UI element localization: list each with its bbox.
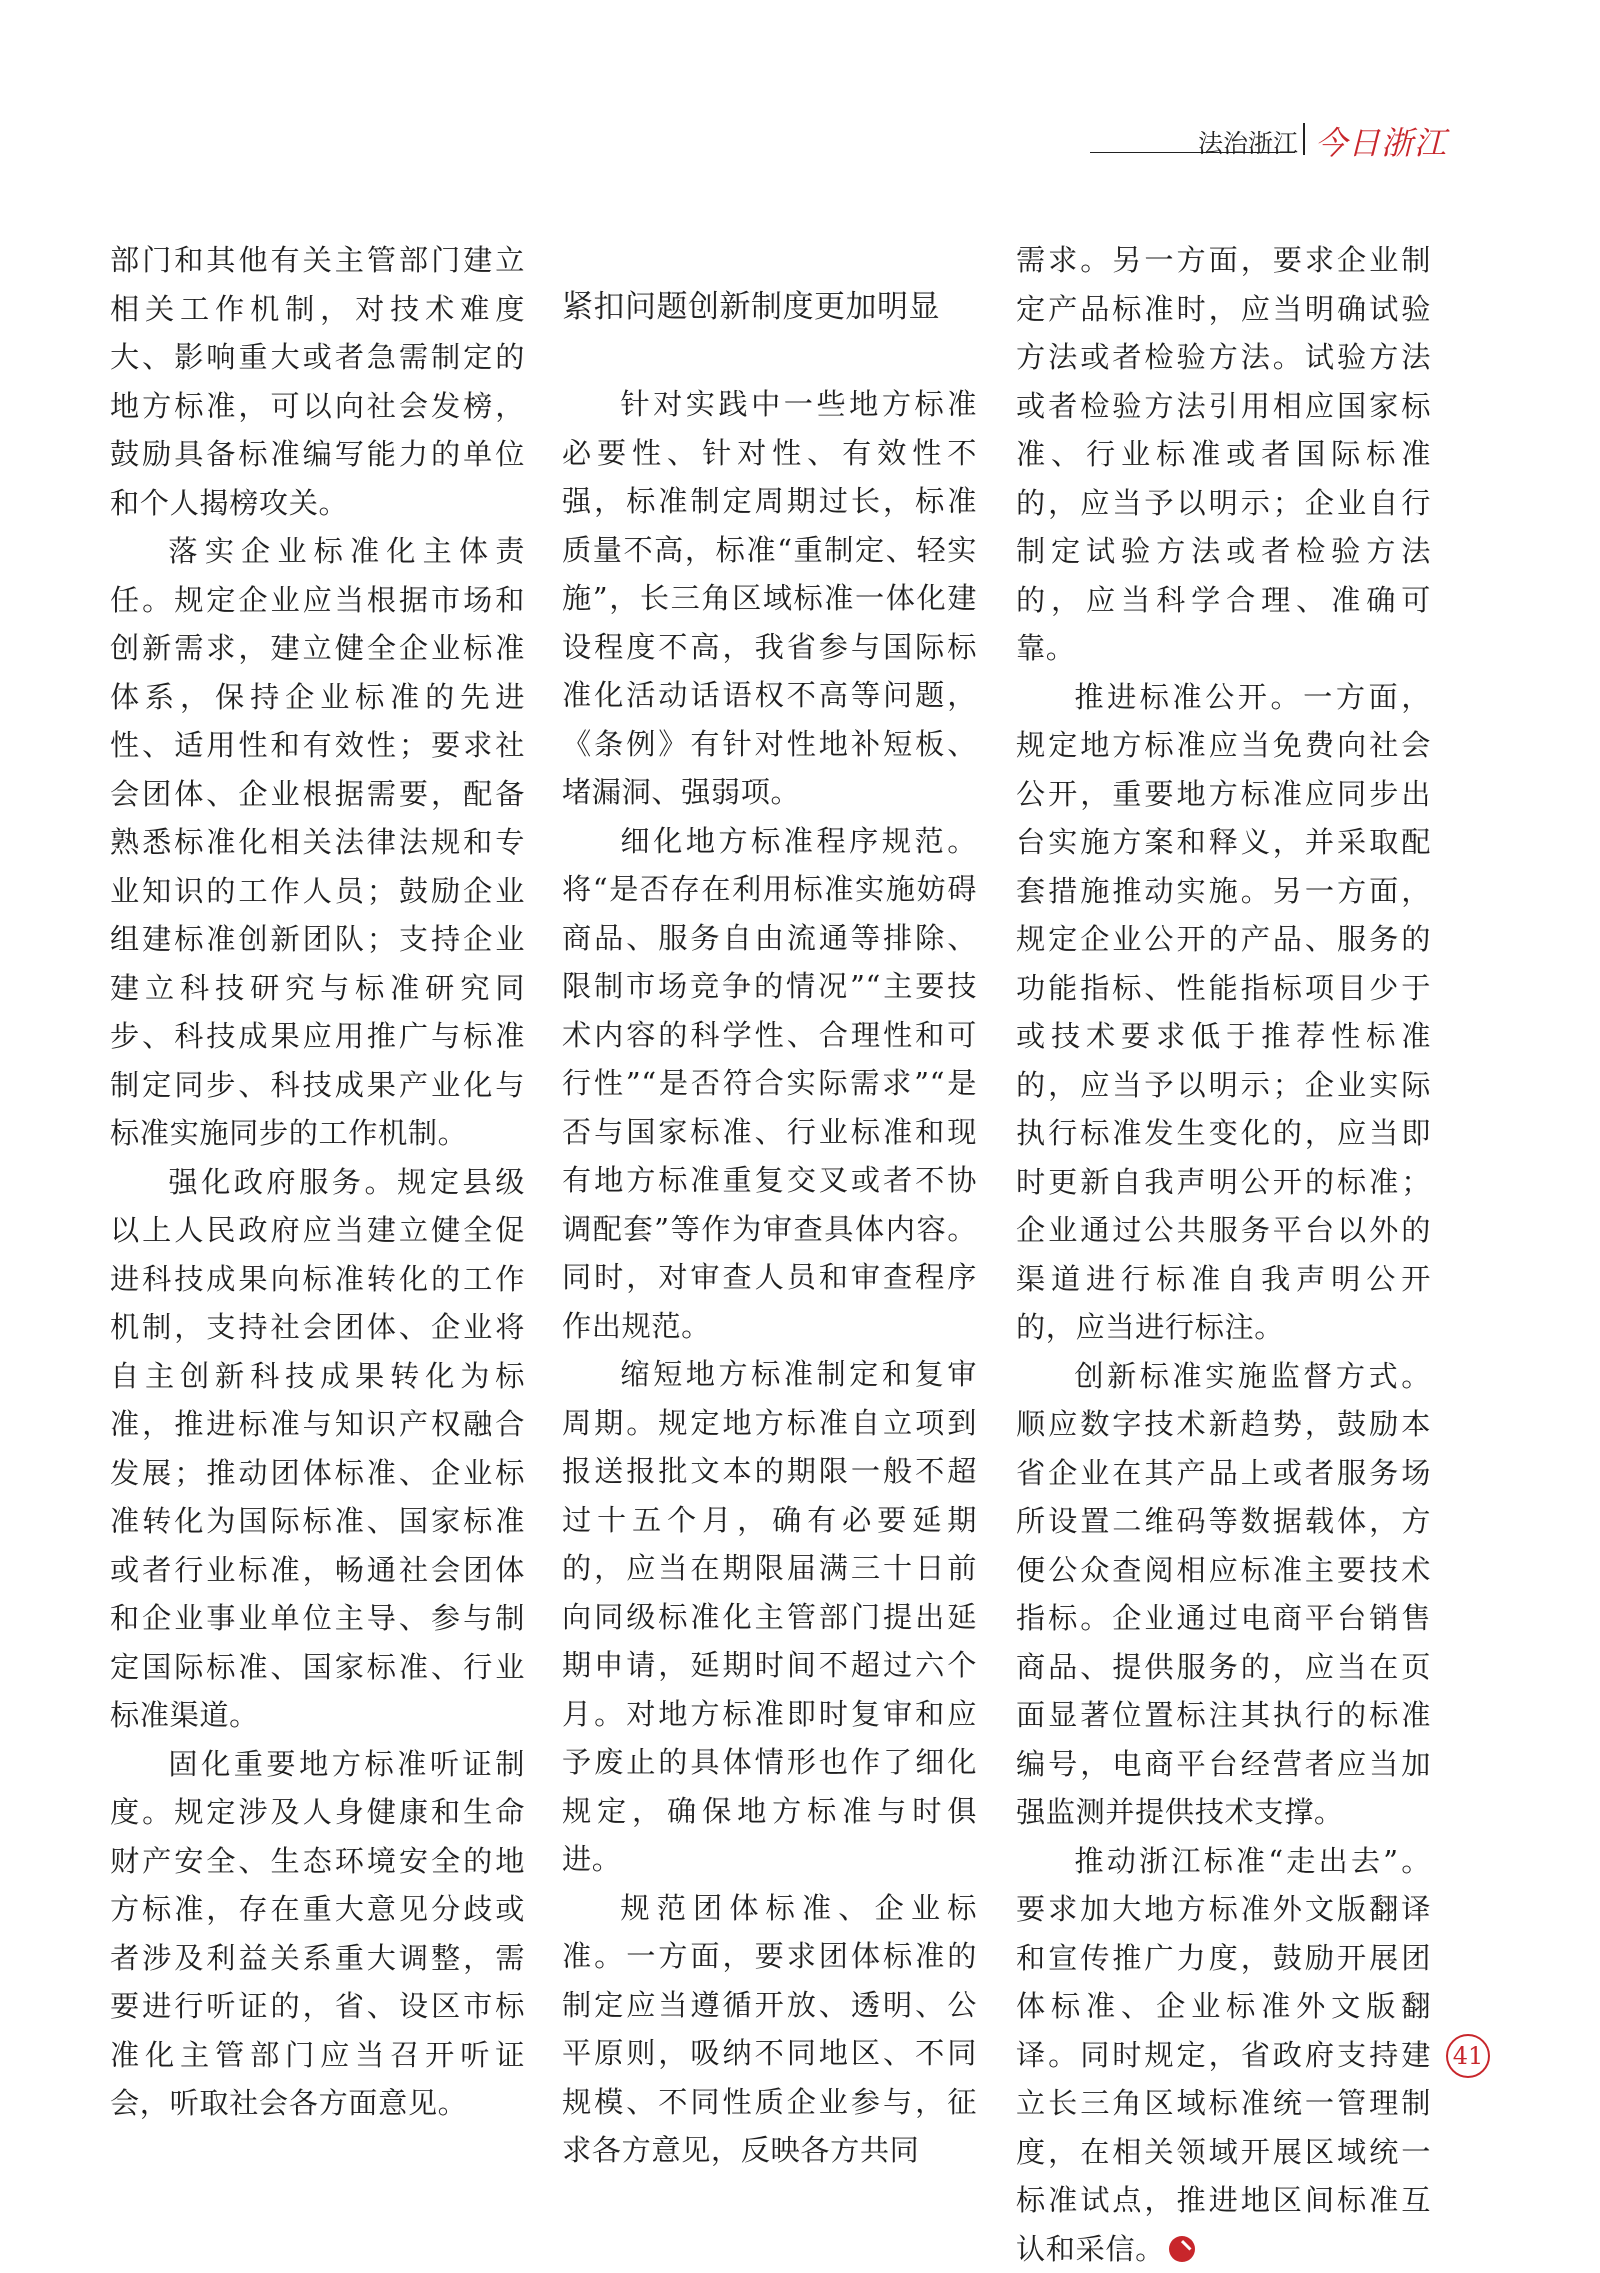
paragraph: 部门和其他有关主管部门建立相关工作机制，对技术难度大、影响重大或者急需制定的地方标准，可以向社会发榜，鼓励具备标准编写能力的单位和个人揭榜攻关。: [110, 236, 525, 527]
paragraph: 创新标准实施监督方式。顺应数字技术新趋势，鼓励本省企业在其产品上或者服务场所设置二维码等数据载体，方便公众查阅相应标准主要技术指标。企业通过电商平台销售商品、提供服务的，应当在页面显著位置标注其执行的标准编号，电商平台经营者应当加强监测并提供技术支撑。: [1016, 1352, 1431, 1837]
paragraph: 缩短地方标准制定和复审周期。规定地方标准自立项到报送报批文本的期限一般不超过十五个月，确有必要延期的，应当在期限届满三十日前向同级标准化主管部门提出延期申请，延期时间不超过六个月。对地方标准即时复审和应予废止的具体情形也作了细化规定，确保地方标准与时俱进。: [562, 1350, 977, 1884]
end-mark-icon: [1169, 2236, 1195, 2262]
paragraph-last: [1016, 1837, 1431, 2273]
paragraph: 规范团体标准、企业标准。一方面，要求团体标准的制定应当遵循开放、透明、公平原则，吸纳不同地区、不同规模、不同性质企业参与，征求各方意见，反映各方共同: [562, 1884, 977, 2175]
column-3: [1016, 236, 1431, 2273]
paragraph: 固化重要地方标准听证制度。规定涉及人身健康和生命财产安全、生态环境安全的地方标准，存在重大意见分歧或者涉及利益关系重大调整，需要进行听证的，省、设区市标准化主管部门应当召开听证会，听取社会各方面意见。: [110, 1740, 525, 2128]
paragraph: 针对实践中一些地方标准必要性、针对性、有效性不强，标准制定周期过长，标准质量不高，标准“重制定、轻实施”，长三角区域标准一体化建设程度不高，我省参与国际标准化活动话语权不高等问题，《条例》有针对性地补短板、堵漏洞、强弱项。: [562, 380, 977, 817]
section-subheading: 紧扣问题创新制度更加明显: [562, 287, 977, 327]
paragraph: 强化政府服务。规定县级以上人民政府应当建立健全促进科技成果向标准转化的工作机制，支持社会团体、企业将自主创新科技成果转化为标准，推进标准与知识产权融合发展；推动团体标准、企业标准转化为国际标准、国家标准或者行业标准，畅通社会团体和企业事业单位主导、参与制定国际标准、国家标准、行业标准渠道。: [110, 1158, 525, 1740]
paragraph: 落实企业标准化主体责任。规定企业应当根据市场和创新需求，建立健全企业标准体系，保持企业标准的先进性、适用性和有效性；要求社会团体、企业根据需要，配备熟悉标准化相关法律法规和专业知识的工作人员；鼓励企业组建标准创新团队；支持企业建立科技研究与标准研究同步、科技成果应用推广与标准制定同步、科技成果产业化与标准实施同步的工作机制。: [110, 527, 525, 1158]
paragraph-text: 推动浙江标准“走出去”。要求加大地方标准外文版翻译和宣传推广力度，鼓励开展团体标准、企业标准外文版翻译。同时规定，省政府支持建立长三角区域标准统一管理制度，在相关领域开展区域统一标准试点，推进地区间标准互认和采信。: [1016, 1844, 1431, 2266]
paragraph: 需求。另一方面，要求企业制定产品标准时，应当明确试验方法或者检验方法。试验方法或者检验方法引用相应国家标准、行业标准或者国际标准的，应当予以明示；企业自行制定试验方法或者检验方法的，应当科学合理、准确可靠。: [1016, 236, 1431, 673]
paragraph: 细化地方标准程序规范。将“是否存在利用标准实施妨碍商品、服务自由流通等排除、限制市场竞争的情况”“主要技术内容的科学性、合理性和可行性”“是否符合实际需求”“是否与国家标准、行业标准和现有地方标准重复交叉或者不协调配套”等作为审查具体内容。同时，对审查人员和审查程序作出规范。: [562, 817, 977, 1351]
page-number: 41: [1446, 2034, 1490, 2078]
column-1: [110, 236, 525, 2128]
section-name: 法治浙江: [1198, 124, 1298, 160]
column-2: [562, 235, 977, 2175]
brand-logo: 今日浙江: [1315, 118, 1447, 164]
paragraph: 推进标准公开。一方面，规定地方标准应当免费向社会公开，重要地方标准应同步出台实施方案和释义，并采取配套措施推动实施。另一方面，规定企业公开的产品、服务的功能指标、性能指标项目少于或技术要求低于推荐性标准的，应当予以明示；企业实际执行标准发生变化的，应当即时更新自我声明公开的标准；企业通过公共服务平台以外的渠道进行标准自我声明公开的，应当进行标注。: [1016, 673, 1431, 1352]
header-divider: [1303, 123, 1305, 155]
